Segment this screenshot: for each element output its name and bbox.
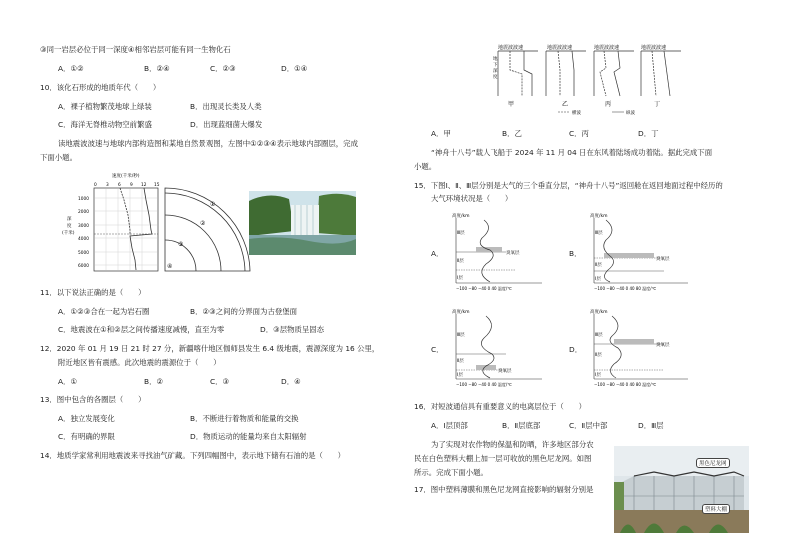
q16-stem: 16．对短波通信具有重要意义的电离层位于（ ） (414, 402, 587, 411)
atm-b-ylabel: 高度/km (590, 214, 608, 219)
svg-text:深: 深 (493, 69, 498, 74)
svg-text:12: 12 (141, 183, 147, 188)
q13-choice-a: A．独立发展变化 (58, 414, 115, 423)
panel1-label: 甲 (508, 101, 515, 108)
velocity-axis-title: 速度(千米/秒) (112, 174, 140, 179)
passage3-line2: 民在白色塑料大棚上加一层可收放的黑色尼龙网。如图 (414, 454, 592, 463)
atm-panel-a (446, 208, 556, 294)
passage1-line1: 读地震波波速与地球内部构造图和某地自然景观图，左图中①②③④表示地球内部圈层，完成 (58, 139, 358, 148)
q14-opt-c: C．丙 (569, 129, 589, 138)
layer-label-1: ① (210, 201, 216, 208)
atm-c-l1: Ⅰ层 (457, 373, 463, 378)
atm-panel-b (584, 208, 700, 294)
atm-a-l3: Ⅲ层 (457, 231, 465, 236)
panel4-title: 地震波波速 (641, 45, 667, 51)
svg-text:5000: 5000 (78, 251, 89, 256)
panel4-label: 丁 (654, 101, 661, 108)
q12-opt-d: D．④ (281, 377, 301, 386)
q16-opt-d: D．Ⅲ层 (638, 421, 664, 430)
depth-ticks (78, 196, 89, 269)
q14-opt-b: B．乙 (502, 129, 522, 138)
q13-stem: 13．图中包含的各圈层（ ） (40, 395, 146, 404)
legend-hengbo: 横波 (572, 111, 581, 116)
atm-b-l1: Ⅰ层 (595, 277, 601, 282)
greenhouse-photo (614, 446, 749, 533)
panel1-title: 地震波波速 (498, 45, 524, 51)
atm-c-letter: C． (431, 345, 444, 354)
q11-stem: 11．以下说法正确的是（ ） (40, 288, 146, 297)
q10-opt-b: B．②④ (144, 64, 170, 73)
svg-text:地: 地 (493, 57, 498, 62)
atm-a-ozone: 臭氧层 (506, 251, 520, 256)
atm-d-letter: D． (569, 345, 583, 354)
panel3-label: 丙 (605, 101, 612, 108)
svg-text:1000: 1000 (78, 197, 89, 202)
svg-text:度: 度 (67, 224, 72, 229)
atm-d-l3: Ⅲ层 (595, 333, 603, 338)
depth-axis-label (62, 215, 75, 236)
q10-choice-d: D．出现蓝细菌大爆发 (190, 120, 263, 129)
svg-text:度: 度 (493, 75, 498, 80)
panel2-label: 乙 (562, 101, 569, 108)
passage1-line2: 下面小题。 (40, 153, 77, 162)
svg-text:3: 3 (106, 183, 109, 188)
q12-opt-c: C．③ (210, 377, 230, 386)
atm-b-letter: B． (569, 249, 582, 258)
q16-opt-b: B．Ⅱ层底部 (502, 421, 541, 430)
atm-d-l1: Ⅰ层 (595, 373, 601, 378)
top-line: ③同一岩层必位于同一深度④相邻岩层可能有同一生物化石 (40, 45, 231, 54)
atm-c-l2: Ⅱ层 (457, 359, 464, 364)
earth-quadrant (165, 188, 250, 271)
atm-panel-d (584, 304, 700, 390)
atm-b-l2: Ⅱ层 (595, 263, 602, 268)
svg-text:4000: 4000 (78, 237, 89, 242)
layer-label-4: ④ (167, 263, 173, 270)
passage2-line1: “神舟十八号”载人飞船于 2024 年 11 月 04 日在东风着陆场成功着陆。据此完成下面 (431, 148, 713, 157)
q16-opt-c: C．Ⅱ层中部 (569, 421, 608, 430)
q10-stem: 10．该化石形成的地质年代（ ） (40, 83, 161, 92)
q14-opt-d: D．丁 (638, 129, 659, 138)
svg-text:0: 0 (94, 183, 97, 188)
seismic-panels (478, 40, 688, 118)
q11-choice-c: C．地震波在①和②层之间传播速度减慢，直至为零 (58, 325, 225, 334)
waterfall-photo (249, 191, 356, 255)
atm-d-ylabel: 高度/km (590, 310, 608, 315)
atm-b-l3: Ⅲ层 (595, 231, 603, 236)
q14-stem: 14．地质学家常利用地震波来寻找油气矿藏。下列四幅图中，表示地下储有石油的是（ ） (40, 451, 346, 460)
q14-opt-a: A．甲 (431, 129, 451, 138)
q13-choice-d: D．物质运动的能量均来自太阳辐射 (190, 432, 307, 441)
atm-c-ylabel: 高度/km (452, 310, 470, 315)
q10-opt-d: D．①④ (281, 64, 308, 73)
atm-d-xaxis: −100 −80 −40 0 40 80 温度/℃ (594, 382, 657, 387)
atm-a-xaxis: −100 −80 −40 0 40 温度/℃ (456, 286, 512, 291)
atm-a-l2: Ⅱ层 (457, 259, 464, 264)
atm-d-ozone: 臭氧层 (656, 343, 670, 348)
svg-text:2000: 2000 (78, 210, 89, 215)
atm-a-l1: Ⅰ层 (457, 276, 463, 281)
atm-panel-c (446, 304, 556, 390)
q17-stem: 17．图中塑料薄膜和黑色尼龙网直接影响的辐射分别是 (414, 485, 594, 494)
svg-text:下: 下 (493, 63, 498, 68)
earth-structure-figure (60, 170, 255, 275)
q15-line2: 大气环境状况是（ ） (431, 194, 513, 203)
q13-choice-c: C．有明确的界限 (58, 432, 115, 441)
atm-d-l2: Ⅱ层 (595, 353, 602, 358)
q10-opt-c: C．②③ (210, 64, 236, 73)
q10-choice-c: C．海洋无脊椎动物空前繁盛 (58, 120, 152, 129)
q10-opt-a: A．①② (58, 64, 84, 73)
q12-line1: 12．2020 年 01 月 19 日 21 时 27 分，新疆喀什地区伽师县发生 6.4 级地震，震源深度为 16 公里， (40, 344, 380, 353)
panel-ylabel (493, 55, 498, 80)
q10-choice-a: A．裸子植物繁茂地球上绿装 (58, 102, 152, 111)
atm-c-xaxis: −100 −80 −40 0 40 温度/℃ (456, 382, 512, 387)
q11-choice-a: A．①②③合在一起为岩石圈 (58, 307, 150, 316)
q16-opt-a: A．Ⅰ层顶部 (431, 421, 468, 430)
panel3-title: 地震波波速 (594, 45, 620, 51)
label-black-nylon-net: 黑色尼龙网 (696, 458, 730, 468)
q12-line2: 附近地区皆有震感。此次地震的震源位于（ ） (58, 358, 221, 367)
layer-label-2: ② (200, 220, 206, 227)
svg-text:9: 9 (130, 183, 133, 188)
atm-a-letter: A． (431, 249, 444, 258)
svg-text:深: 深 (67, 217, 72, 222)
svg-text:3000: 3000 (78, 224, 89, 229)
q15-line1: 15．下图Ⅰ、Ⅱ、Ⅲ层分别是大气的三个垂直分层，“神舟十八号”返回舱在返回地面过程中经历的 (414, 181, 723, 190)
q13-choice-b: B．不断进行着物质和能量的交换 (190, 414, 299, 423)
svg-text:15: 15 (154, 183, 160, 188)
atm-a-ylabel: 高度/km (452, 214, 470, 219)
layer-label-3: ③ (178, 241, 184, 248)
svg-text:(千米): (千米) (62, 231, 75, 236)
q12-opt-b: B．② (144, 377, 164, 386)
atm-b-xaxis: −100 −80 −40 0 40 80 温度/℃ (594, 286, 657, 291)
svg-text:6000: 6000 (78, 264, 89, 269)
svg-text:6: 6 (118, 183, 121, 188)
atm-c-l3: Ⅲ层 (457, 333, 465, 338)
atm-c-ozone: 臭氧层 (498, 369, 512, 374)
legend-zongbo: 纵波 (626, 111, 635, 116)
q11-choice-d: D．③层物质呈固态 (260, 325, 325, 334)
velocity-ticks (94, 182, 160, 188)
passage3-line1: 为了实现对农作物的保温和防晒，许多地区部分农 (431, 440, 594, 449)
q11-choice-b: B．②③之间的分界面为古登堡面 (190, 307, 298, 316)
passage3-line3: 所示。完成下面小题。 (414, 468, 488, 477)
passage2-line2: 小题。 (414, 162, 437, 171)
atm-b-ozone: 臭氧层 (656, 257, 670, 262)
q10-choice-b: B．出现灵长类及人类 (190, 102, 262, 111)
label-plastic-greenhouse: 塑料大棚 (702, 504, 730, 514)
q12-opt-a: A．① (58, 377, 78, 386)
panel2-title: 地震波波速 (547, 45, 573, 51)
